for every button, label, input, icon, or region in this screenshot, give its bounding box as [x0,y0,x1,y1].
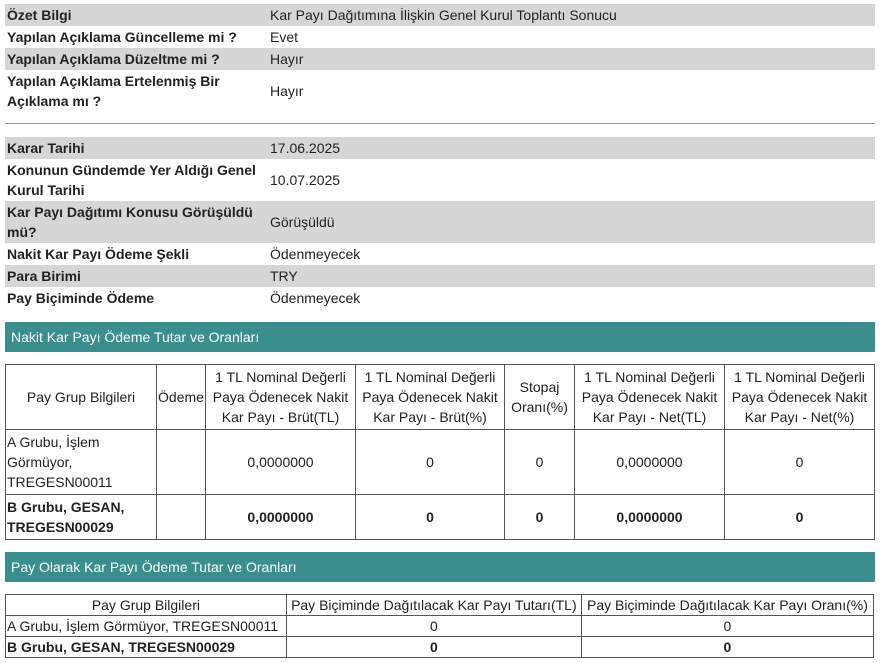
table-cell: 0 [581,616,873,637]
table-cell: B Grubu, GESAN, TREGESN00029 [6,495,157,540]
table-cell: 0,0000000 [575,495,725,540]
summary-value: Kar Payı Dağıtımına İlişkin Genel Kurul Toplantı Sonucu [266,4,875,26]
column-header: Pay Grup Bilgileri [6,595,287,616]
detail-row [5,137,875,159]
table-cell: 0 [356,430,505,495]
summary-label: Yapılan Açıklama Güncelleme mi ? [7,29,237,45]
table-cell: B Grubu, GESAN, TREGESN00029 [6,637,287,658]
column-header: Pay Biçiminde Dağıtılacak Kar Payı Tutarı(TL) [286,595,581,616]
summary-row [5,26,875,48]
table-cell: 0 [356,495,505,540]
detail-row [5,159,875,201]
table-row [6,637,874,658]
table-cell: A Grubu, İşlem Görmüyor, TREGESN00011 [6,616,287,637]
table-cell: 0,0000000 [575,430,725,495]
table-cell: 0 [581,637,873,658]
table-cell: 0 [286,637,581,658]
detail-row [5,265,875,287]
detail-value: 17.06.2025 [266,137,875,159]
column-header: Pay Biçiminde Dağıtılacak Kar Payı Oranı(%) [581,595,873,616]
summary-row [5,4,875,26]
detail-value: Ödenmeyecek [270,290,361,306]
disclosure-page [5,4,875,658]
table-header-row [6,595,874,616]
details-table [5,137,875,309]
table-cell: A Grubu, İşlem Görmüyor, TREGESN00011 [6,430,157,495]
summary-row [5,48,875,70]
share-section-header: Pay Olarak Kar Payı Ödeme Tutar ve Oranları [5,552,875,582]
table-cell: 0,0000000 [206,495,356,540]
detail-label: Kar Payı Dağıtımı Konusu Görüşüldü mü? [5,201,266,243]
column-header: 1 TL Nominal Değerli Paya Ödenecek Nakit Kar Payı - Brüt(%) [356,365,505,430]
column-header: 1 TL Nominal Değerli Paya Ödenecek Nakit Kar Payı - Net(%) [725,365,875,430]
column-header: 1 TL Nominal Değerli Paya Ödenecek Nakit Kar Payı - Net(TL) [575,365,725,430]
table-cell [157,430,206,495]
detail-value: Görüşüldü [266,201,875,243]
detail-label: Karar Tarihi [5,137,266,159]
table-row [6,430,875,495]
column-header: Ödeme [157,365,206,430]
detail-value: TRY [266,265,875,287]
summary-value: Hayır [270,83,304,99]
summary-label: Özet Bilgi [5,4,266,26]
detail-row [5,287,875,309]
detail-value: 10.07.2025 [270,172,341,188]
summary-value: Hayır [266,48,875,70]
table-cell: 0 [725,430,875,495]
table-cell: 0 [286,616,581,637]
table-cell [157,495,206,540]
cash-dividend-table [5,364,875,540]
summary-row [5,70,875,112]
column-header: Stopaj Oranı(%) [505,365,575,430]
summary-label: Yapılan Açıklama Ertelenmiş Bir Açıklama mı ? [7,73,220,109]
summary-table [5,4,875,112]
detail-row [5,201,875,243]
column-header: Pay Grup Bilgileri [6,365,157,430]
table-row [6,495,875,540]
detail-label: Para Birimi [5,265,266,287]
detail-label: Nakit Kar Payı Ödeme Şekli [7,246,190,262]
table-row [6,616,874,637]
summary-label: Yapılan Açıklama Düzeltme mi ? [5,48,266,70]
table-cell: 0,0000000 [206,430,356,495]
table-cell: 0 [725,495,875,540]
table-cell: 0 [505,430,575,495]
column-header: 1 TL Nominal Değerli Paya Ödenecek Nakit Kar Payı - Brüt(TL) [206,365,356,430]
detail-row [5,243,875,265]
detail-label: Pay Biçiminde Ödeme [7,290,155,306]
detail-value: Ödenmeyecek [270,246,361,262]
share-dividend-table [5,594,874,658]
table-header-row [6,365,875,430]
detail-label: Konunun Gündemde Yer Aldığı Genel Kurul Tarihi [7,162,256,198]
table-cell: 0 [505,495,575,540]
divider [5,123,875,124]
cash-section-header: Nakit Kar Payı Ödeme Tutar ve Oranları [5,322,875,352]
summary-value: Evet [270,29,299,45]
